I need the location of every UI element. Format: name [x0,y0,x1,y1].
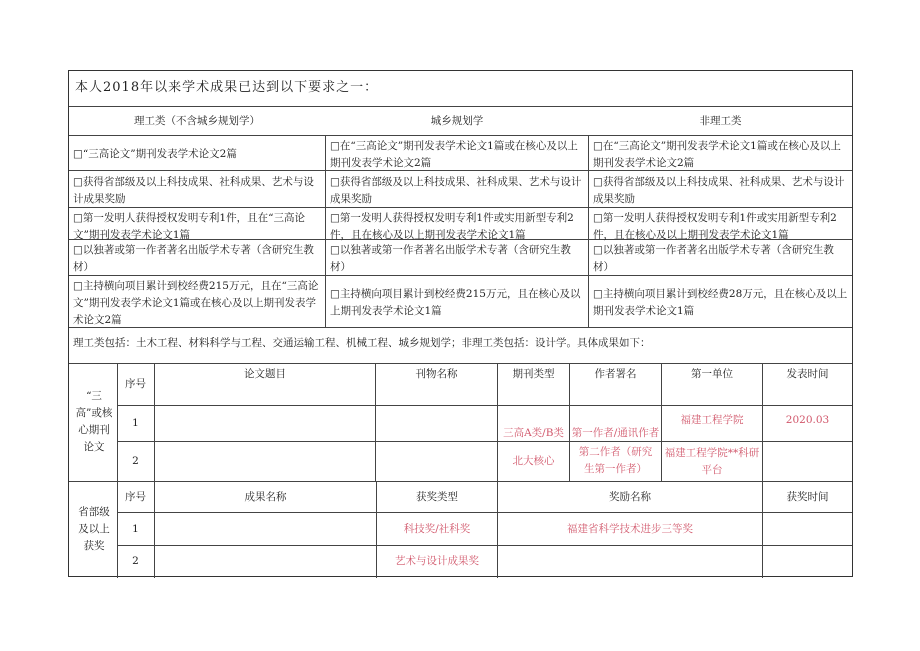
requirement-cell[interactable]: □以独著或第一作者著名出版学术专著（含研究生教材） [593,244,834,273]
requirement-cell[interactable]: □主持横向项目累计到校经费28万元，且在核心及以上期刊发表学术论文1篇 [593,288,848,317]
requirement-cell[interactable]: □获得省部级及以上科技成果、社科成果、艺术与设计成果奖励 [330,176,582,205]
papers-header-unit: 第一单位 [691,367,733,380]
category-note: 理工类包括：土木工程、材料科学与工程、交通运输工程、机械工程、城乡规划学；非理工类包括：设计学。具体成果如下： [73,337,651,349]
papers-row-date[interactable]: 2020.03 [785,413,830,426]
awards-row-award[interactable] [498,546,762,577]
requirement-cell[interactable]: □在“三高论文”期刊发表学术论文1篇或在核心及以上期刊发表学术论文2篇 [330,140,578,169]
papers-row-title[interactable] [155,442,375,481]
awards-row-no: 1 [132,522,139,535]
awards-row-date[interactable] [763,546,852,577]
papers-header-title: 论文题目 [244,367,286,380]
awards-header-date: 获奖时间 [786,490,829,503]
awards-header-name: 成果名称 [244,490,287,503]
awards-row-type[interactable]: 科技奖/社科奖 [403,522,471,535]
requirement-cell[interactable]: □第一发明人获得授权发明专利1件，且在“三高论文”期刊发表学术论文1篇 [73,212,305,241]
papers-row-type[interactable]: 北大核心 [512,455,555,467]
qualification-form [68,70,853,577]
papers-row-journal[interactable] [376,442,497,481]
awards-section-label: 省部级及以上获奖 [78,506,110,552]
papers-header-date: 发表时间 [786,367,829,380]
papers-row-date[interactable] [763,442,852,481]
awards-row-name[interactable] [155,546,376,577]
requirement-cell[interactable]: □获得省部级及以上科技成果、社科成果、艺术与设计成果奖励 [593,176,845,205]
awards-row-type[interactable]: 艺术与设计成果奖 [395,555,479,567]
requirement-cell[interactable]: □以独著或第一作者著名出版学术专著（含研究生教材） [73,244,314,273]
awards-header-no: 序号 [125,490,146,503]
awards-header-award: 奖励名称 [609,490,651,503]
column-header-engineering: 理工类（不含城乡规划学） [134,114,260,127]
requirement-cell[interactable]: □获得省部级及以上科技成果、社科成果、艺术与设计成果奖励 [73,176,314,205]
awards-row-name[interactable] [155,513,376,545]
form-heading: 本人2018年以来学术成果已达到以下要求之一： [75,80,379,95]
papers-row-type[interactable]: 三高A类/B类 [503,426,564,439]
column-header-non-engineering: 非理工类 [699,114,742,127]
papers-header-no: 序号 [125,378,146,390]
papers-row-no: 1 [132,417,139,429]
requirement-cell[interactable]: □第一发明人获得授权发明专利1件或实用新型专利2件，且在核心及以上期刊发表学术论文1篇 [330,212,574,241]
requirement-cell[interactable]: □在“三高论文”期刊发表学术论文1篇或在核心及以上期刊发表学术论文2篇 [593,140,841,169]
papers-row-unit[interactable]: 福建工程学院**科研平台 [664,446,760,476]
awards-header-type: 获奖类型 [416,490,458,503]
requirement-cell[interactable]: □主持横向项目累计到校经费215万元，且在核心及以上期刊发表学术论文1篇 [330,288,581,317]
papers-row-unit[interactable]: 福建工程学院 [680,413,744,426]
papers-header-type: 期刊类型 [512,367,555,380]
column-header-urban-planning: 城乡规划学 [430,114,484,127]
requirement-cell[interactable]: □第一发明人获得授权发明专利1件或实用新型专利2件，且在核心及以上期刊发表学术论文1篇 [593,212,837,241]
papers-row-title[interactable] [155,406,375,441]
requirement-cell[interactable]: □以独著或第一作者著名出版学术专著（含研究生教材） [330,244,571,273]
papers-row-journal[interactable] [376,406,497,441]
awards-row-award[interactable]: 福建省科学技术进步三等奖 [567,522,693,535]
awards-row-no: 2 [132,555,139,567]
requirement-cell[interactable]: □主持横向项目累计到校经费215万元，且在“三高论文”期刊发表学术论文1篇或在核心及以上期刊发表学术论文2篇 [73,280,319,326]
papers-header-author: 作者署名 [594,367,637,380]
papers-row-author[interactable]: 第一作者/通讯作者 [571,426,660,439]
papers-section-label: “三高”或核心期刊论文 [75,390,113,453]
papers-header-journal: 刊物名称 [415,367,458,380]
awards-row-date[interactable] [763,513,852,545]
papers-row-author[interactable]: 第二作者（研究生第一作者） [578,445,653,475]
requirement-cell[interactable]: □“三高论文”期刊发表学术论文2篇 [73,148,237,160]
papers-row-no: 2 [132,455,139,467]
